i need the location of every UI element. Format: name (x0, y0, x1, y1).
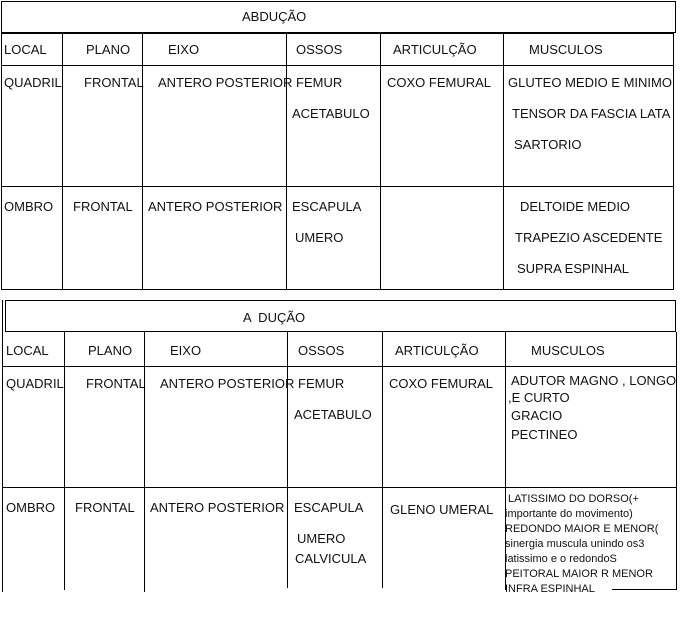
cell-osso: ESCAPULA (292, 199, 362, 214)
cell-eixo: ANTERO POSTERIOR (148, 199, 283, 214)
cell-local: QUADRIL (6, 376, 64, 391)
cell-articulacao: COXO FEMURAL (387, 75, 492, 90)
cell-osso: ACETABULO (294, 407, 372, 422)
table-title-bar (1, 1, 676, 33)
header-musculos: MUSCULOS (529, 42, 603, 57)
table-body-border (1, 33, 674, 290)
cell-musculo: INFRA ESPINHAL (505, 583, 595, 595)
cell-osso: UMERO (295, 230, 344, 245)
cell-musculo: SARTORIO (514, 137, 582, 152)
cell-articulacao: GLENO UMERAL (390, 502, 494, 517)
header-ossos: OSSOS (296, 42, 343, 57)
table-title: A DUÇÃO (243, 310, 306, 325)
header-articulacao: ARTICULÇÃO (393, 42, 477, 57)
header-divider (2, 366, 677, 367)
cell-osso: FEMUR (298, 376, 345, 391)
column-divider (286, 33, 287, 290)
row-divider (2, 487, 677, 488)
column-divider (64, 332, 65, 590)
table-left-edge (2, 332, 3, 592)
cell-eixo: ANTERO POSTERIOR (160, 376, 295, 391)
header-musculos: MUSCULOS (531, 343, 605, 358)
cell-eixo: ANTERO POSTERIOR (150, 500, 285, 515)
cell-eixo: ANTERO POSTERIOR (158, 75, 293, 90)
cell-osso: FEMUR (296, 75, 343, 90)
cell-plano: FRONTAL (84, 75, 144, 90)
cell-musculo: sinergia muscula unindo os3 (505, 538, 645, 550)
cell-musculo: ADUTOR MAGNO , LONGO (511, 373, 677, 388)
cell-musculo: TRAPEZIO ASCEDENTE (515, 230, 663, 245)
cell-osso: ESCAPULA (294, 500, 364, 515)
cell-musculo: LATISSIMO DO DORSO(+ (508, 493, 639, 505)
column-divider (503, 33, 504, 290)
cell-musculo: PECTINEO (511, 427, 578, 442)
header-local: LOCAL (6, 343, 49, 358)
cell-musculo: REDONDO MAIOR E MENOR( (505, 523, 659, 535)
column-divider (62, 33, 63, 290)
cell-musculo: PEITORAL MAIOR R MENOR (505, 568, 653, 580)
cell-musculo: latissimo e o redondoS (505, 553, 617, 565)
cell-osso: CALVICULA (295, 551, 367, 566)
column-divider (380, 33, 381, 290)
header-eixo: EIXO (168, 42, 200, 57)
header-plano: PLANO (88, 343, 133, 358)
cell-musculo: SUPRA ESPINHAL (517, 261, 629, 276)
column-divider (382, 332, 383, 588)
cell-musculo: DELTOIDE MEDIO (520, 199, 631, 214)
cell-plano: FRONTAL (73, 199, 133, 214)
row-divider (1, 186, 674, 187)
table-title-bar (5, 300, 676, 332)
cell-plano: FRONTAL (75, 500, 135, 515)
column-divider (287, 332, 288, 588)
bottom-divider (612, 589, 677, 590)
header-eixo: EIXO (170, 343, 202, 358)
cell-plano: FRONTAL (86, 376, 146, 391)
cell-musculo: GRACIO (511, 408, 563, 423)
column-divider (142, 33, 143, 290)
column-divider (144, 332, 145, 592)
header-local: LOCAL (4, 42, 47, 57)
header-plano: PLANO (86, 42, 131, 57)
cell-local: OMBRO (6, 500, 56, 515)
cell-musculo: importante do movimento) (505, 508, 633, 520)
title-left-edge (2, 300, 3, 332)
cell-local: QUADRIL (4, 75, 62, 90)
cell-osso: UMERO (297, 531, 346, 546)
header-articulacao: ARTICULÇÃO (395, 343, 479, 358)
cell-local: OMBRO (4, 199, 54, 214)
cell-musculo: ,E CURTO (508, 390, 570, 405)
cell-articulacao: COXO FEMURAL (389, 376, 494, 391)
cell-musculo: TENSOR DA FASCIA LATA (512, 106, 671, 121)
table-title: ABDUÇÃO (242, 9, 307, 24)
cell-musculo: GLUTEO MEDIO E MINIMO (508, 75, 672, 90)
table-right-edge (676, 332, 677, 590)
cell-osso: ACETABULO (292, 106, 370, 121)
header-divider (1, 65, 674, 66)
column-divider (505, 332, 506, 590)
header-ossos: OSSOS (298, 343, 345, 358)
